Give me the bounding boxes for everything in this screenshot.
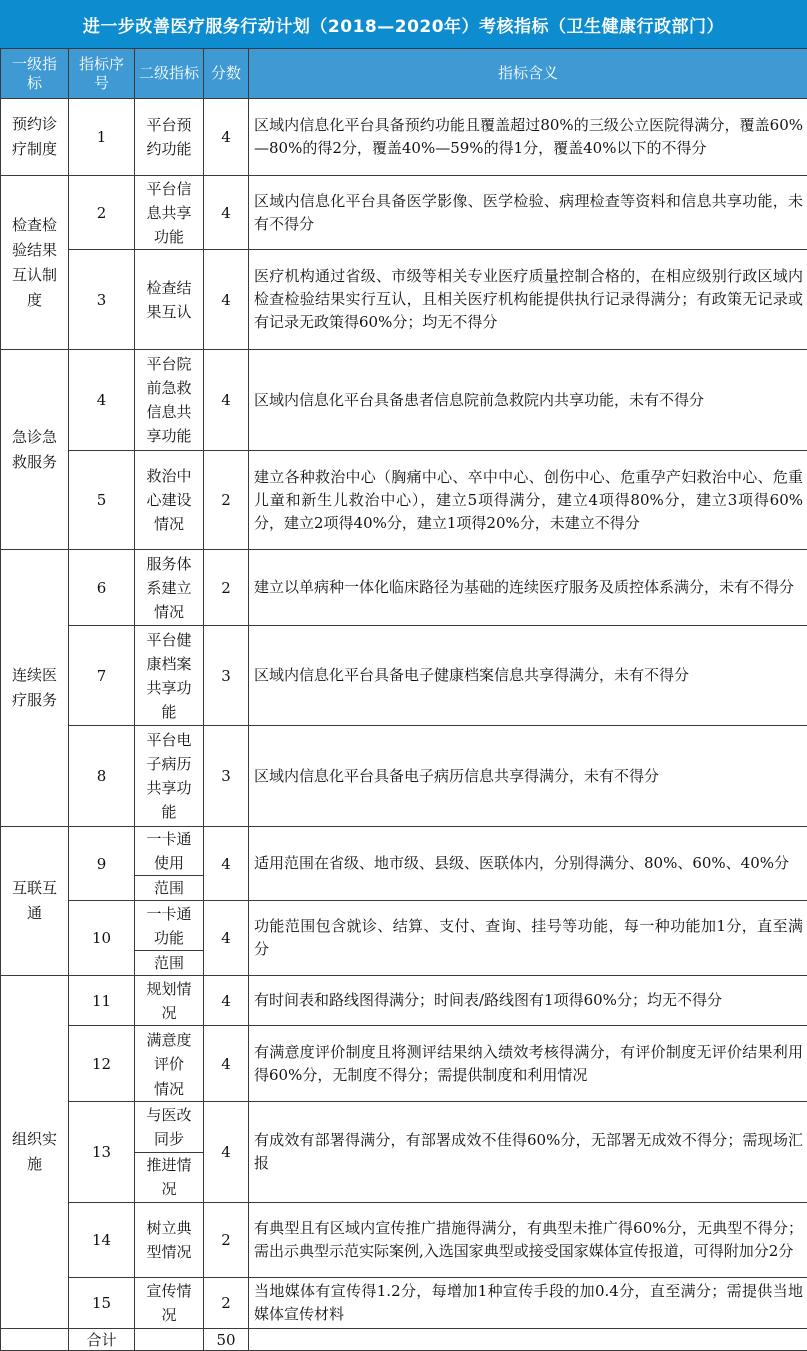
score-cell: 4 xyxy=(204,99,249,176)
category-cell: 急诊急救服务 xyxy=(1,350,69,550)
score-cell: 4 xyxy=(204,350,249,451)
indicator-description: 有典型且有区域内宣传推广措施得满分，有典型未推广得60%分，无典型不得分；需出示典型示范实际案例,入选国家典型或接受国家媒体宣传报道，可得附加分2分 xyxy=(249,1203,807,1278)
indicator-description: 有满意度评价制度且将测评结果纳入绩效考核得满分，有评价制度无评价结果利用得60%分，无制度不得分；需提供制度和利用情况 xyxy=(249,1026,807,1102)
table-row xyxy=(1,827,807,901)
index-cell: 12 xyxy=(69,1026,135,1102)
table-row xyxy=(1,626,807,726)
index-cell: 11 xyxy=(69,976,135,1026)
indicator-name xyxy=(135,1026,204,1102)
index-cell: 6 xyxy=(69,550,135,626)
indicator-name xyxy=(135,1102,204,1203)
indicator-name: 平台健康档案共享功能 xyxy=(135,626,204,726)
indicator-table xyxy=(0,48,807,1351)
total-empty-cell xyxy=(249,1329,807,1351)
indicator-name: 检查结果互认 xyxy=(135,250,204,350)
score-cell: 4 xyxy=(204,827,249,901)
indicator-description: 适用范围在省级、地市级、县级、医联体内，分别得满分、80%、60%、40%分 xyxy=(249,827,807,901)
table-row xyxy=(1,250,807,350)
index-cell: 2 xyxy=(69,176,135,250)
score-cell: 4 xyxy=(204,1026,249,1102)
score-cell: 3 xyxy=(204,726,249,827)
indicator-description: 建立各种救治中心（胸痛中心、卒中中心、创伤中心、危重孕产妇救治中心、危重儿童和新生儿救治中心），建立5项得满分，建立4项得80%分，建立3项得60%分，建立2项得40%分，建立1项得20%分，未建立不得分 xyxy=(249,451,807,550)
indicator-name-main: 与医改同步 xyxy=(135,1103,203,1152)
indicator-description: 区域内信息化平台具备医学影像、医学检验、病理检查等资料和信息共享功能，未有不得分 xyxy=(249,176,807,250)
indicator-name-main: 一卡通功能 xyxy=(135,901,203,950)
indicator-name: 宣传情况 xyxy=(135,1278,204,1329)
total-score: 50 xyxy=(204,1329,249,1351)
index-cell: 8 xyxy=(69,726,135,827)
category-cell: 组织实施 xyxy=(1,976,69,1329)
header-score: 分数 xyxy=(204,49,249,99)
table-row xyxy=(1,901,807,976)
index-cell: 3 xyxy=(69,250,135,350)
indicator-name-extra: 推进情况 xyxy=(135,1152,203,1202)
score-cell: 2 xyxy=(204,550,249,626)
indicator-name: 树立典型情况 xyxy=(135,1203,204,1278)
indicator-description: 建立以单病种一体化临床路径为基础的连续医疗服务及质控体系满分，未有不得分 xyxy=(249,550,807,626)
table-row xyxy=(1,1278,807,1329)
table-row xyxy=(1,550,807,626)
index-cell: 7 xyxy=(69,626,135,726)
indicator-description: 有时间表和路线图得满分；时间表/路线图有1项得60%分；均无不得分 xyxy=(249,976,807,1026)
indicator-name: 平台信息共享功能 xyxy=(135,176,204,250)
score-cell: 2 xyxy=(204,1278,249,1329)
header-index: 指标序号 xyxy=(69,49,135,99)
table-row xyxy=(1,350,807,451)
indicator-name: 平台院前急救信息共享功能 xyxy=(135,350,204,451)
total-label: 合计 xyxy=(69,1329,135,1351)
total-empty-cell xyxy=(1,1329,69,1351)
indicator-description: 区域内信息化平台具备电子健康档案信息共享得满分，未有不得分 xyxy=(249,626,807,726)
total-row xyxy=(1,1329,807,1351)
score-cell: 4 xyxy=(204,176,249,250)
page-title: 进一步改善医疗服务行动计划（2018—2020年）考核指标（卫生健康行政部门） xyxy=(0,0,807,48)
indicator-name: 平台预约功能 xyxy=(135,99,204,176)
score-cell: 2 xyxy=(204,451,249,550)
indicator-description: 当地媒体有宣传得1.2分，每增加1种宣传手段的加0.4分，直至满分；需提供当地媒体宣传材料 xyxy=(249,1278,807,1329)
index-cell: 14 xyxy=(69,1203,135,1278)
index-cell: 9 xyxy=(69,827,135,901)
score-cell: 4 xyxy=(204,901,249,976)
index-cell: 4 xyxy=(69,350,135,451)
table-row xyxy=(1,451,807,550)
indicator-description: 区域内信息化平台具备预约功能且覆盖超过80%的三级公立医院得满分，覆盖60%—80%的得2分，覆盖40%—59%的得1分，覆盖40%以下的不得分 xyxy=(249,99,807,176)
indicator-name: 服务体系建立情况 xyxy=(135,550,204,626)
table-row xyxy=(1,1026,807,1102)
category-cell: 互联互通 xyxy=(1,827,69,976)
score-cell: 4 xyxy=(204,250,249,350)
indicator-name: 救治中心建设情况 xyxy=(135,451,204,550)
indicator-name-extra: 范围 xyxy=(135,875,203,900)
indicator-description: 有成效有部署得满分，有部署成效不佳得60%分，无部署无成效不得分；需现场汇报 xyxy=(249,1102,807,1203)
score-cell: 3 xyxy=(204,626,249,726)
score-cell: 4 xyxy=(204,976,249,1026)
table-row xyxy=(1,176,807,250)
index-cell: 10 xyxy=(69,901,135,976)
table-row xyxy=(1,976,807,1026)
category-cell: 检查检验结果互认制度 xyxy=(1,176,69,350)
indicator-description: 功能范围包含就诊、结算、支付、查询、挂号等功能，每一种功能加1分，直至满分 xyxy=(249,901,807,976)
index-cell: 13 xyxy=(69,1102,135,1203)
indicator-description: 区域内信息化平台具备患者信息院前急救院内共享功能，未有不得分 xyxy=(249,350,807,451)
score-cell: 4 xyxy=(204,1102,249,1203)
index-cell: 15 xyxy=(69,1278,135,1329)
indicator-name-main: 一卡通使用 xyxy=(135,827,203,875)
category-cell: 预约诊疗制度 xyxy=(1,99,69,176)
indicator-name: 规划情况 xyxy=(135,976,204,1026)
indicator-description: 医疗机构通过省级、市级等相关专业医疗质量控制合格的，在相应级别行政区域内检查检验结果实行互认，且相关医疗机构能提供执行记录得满分；有政策无记录或有记录无政策得60%分；均无不得分 xyxy=(249,250,807,350)
category-cell: 连续医疗服务 xyxy=(1,550,69,827)
indicator-name: 平台电子病历共享功能 xyxy=(135,726,204,827)
indicator-name xyxy=(135,827,204,901)
total-empty-cell xyxy=(135,1329,204,1351)
indicator-name-extra: 情况 xyxy=(135,1077,203,1101)
index-cell: 1 xyxy=(69,99,135,176)
header-meaning: 指标含义 xyxy=(249,49,807,99)
indicator-name-main: 满意度评价 xyxy=(135,1027,203,1077)
table-row xyxy=(1,726,807,827)
indicator-description: 区域内信息化平台具备电子病历信息共享得满分，未有不得分 xyxy=(249,726,807,827)
table-row xyxy=(1,1203,807,1278)
indicator-name-extra: 范围 xyxy=(135,950,203,975)
table-row xyxy=(1,1102,807,1203)
indicator-name xyxy=(135,901,204,976)
index-cell: 5 xyxy=(69,451,135,550)
table-row xyxy=(1,99,807,176)
header-level1: 一级指标 xyxy=(1,49,69,99)
score-cell: 2 xyxy=(204,1203,249,1278)
header-level2: 二级指标 xyxy=(135,49,204,99)
header-row xyxy=(1,49,807,99)
